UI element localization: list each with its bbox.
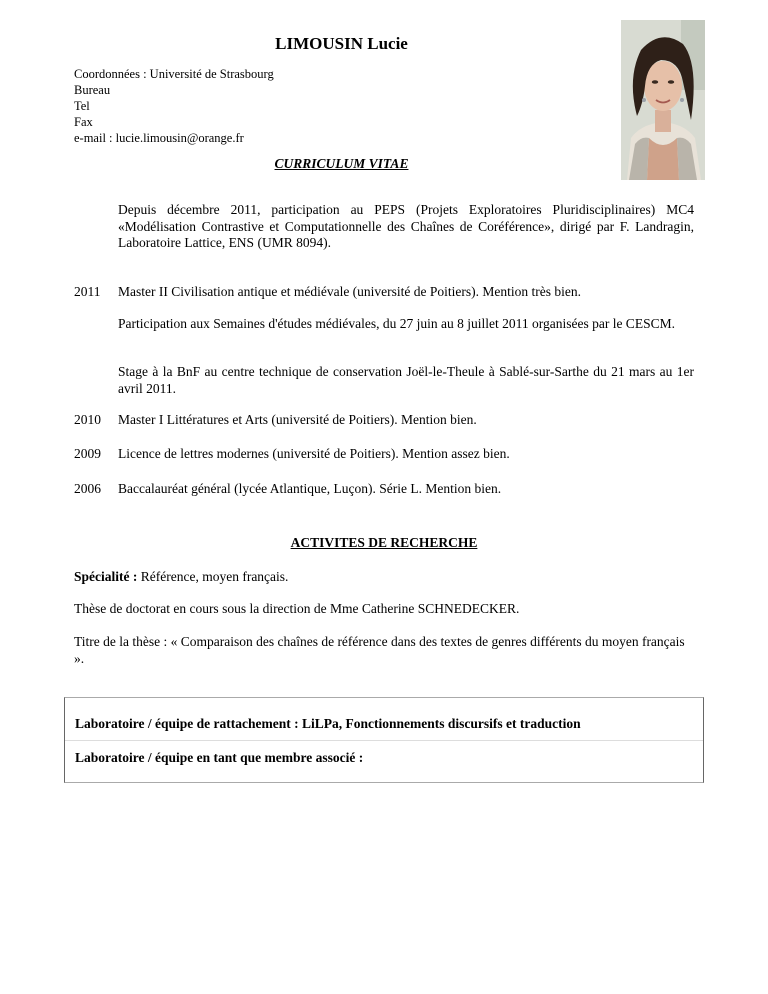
box-divider [65, 740, 703, 741]
year-2009: 2009 [74, 446, 101, 461]
entry-stage: Stage à la BnF au centre technique de conservation Joël-le-Theule à Sablé-sur-Sarthe du 21 mars au 1er avril 2011. [118, 364, 694, 396]
entry-bac: Baccalauréat général (lycée Atlantique, Luçon). Série L. Mention bien. [118, 481, 502, 496]
research-thesis-title: Titre de la thèse : « Comparaison des chaînes de référence dans des textes de genres différents du moyen français ». [74, 634, 685, 666]
contact-line-office: Bureau [74, 83, 111, 97]
entry-master2: Master II Civilisation antique et médiévale (université de Poitiers). Mention très bien. [118, 284, 582, 299]
entry-peps: Depuis décembre 2011, participation au PEPS (Projets Exploratoires Pluridisciplinaires) MC4 «Modélisation Contrastive et Computationnelle des Chaînes de Coréférence», dirigé par F. Landragin, Laboratoire Lattice, ENS (UMR 8094). [118, 202, 694, 250]
contact-line-address: Coordonnées : Université de Strasbourg [74, 67, 274, 81]
contact-line-fax: Fax [74, 115, 93, 129]
research-section-title: ACTIVITES DE RECHERCHE [290, 535, 478, 550]
specialite-label: Spécialité : [74, 569, 138, 584]
year-2010: 2010 [74, 412, 101, 427]
specialite-value: Référence, moyen français. [137, 569, 289, 584]
contact-block [74, 66, 274, 146]
cv-title: CURRICULUM VITAE [274, 156, 409, 171]
contact-line-email: e-mail : lucie.limousin@orange.fr [74, 131, 244, 145]
year-2006: 2006 [74, 481, 101, 496]
research-these: Thèse de doctorat en cours sous la direction de Mme Catherine SCHNEDECKER. [74, 601, 520, 616]
lab-rattachement: Laboratoire / équipe de rattachement : LiLPa, Fonctionnements discursifs et traduction [75, 716, 581, 731]
entry-licence: Licence de lettres modernes (université de Poitiers). Mention assez bien. [118, 446, 510, 461]
lab-affiliation-box [64, 697, 704, 783]
lab-associe: Laboratoire / équipe en tant que membre associé : [75, 750, 364, 765]
entry-master1: Master I Littératures et Arts (université de Poitiers). Mention bien. [118, 412, 477, 427]
person-name: LIMOUSIN Lucie [275, 34, 408, 53]
research-specialite [74, 569, 694, 586]
year-2011: 2011 [74, 284, 101, 299]
contact-line-phone: Tel [74, 99, 90, 113]
entry-semaines: Participation aux Semaines d'études médiévales, du 27 juin au 8 juillet 2011 organisées par le CESCM. [118, 316, 675, 331]
